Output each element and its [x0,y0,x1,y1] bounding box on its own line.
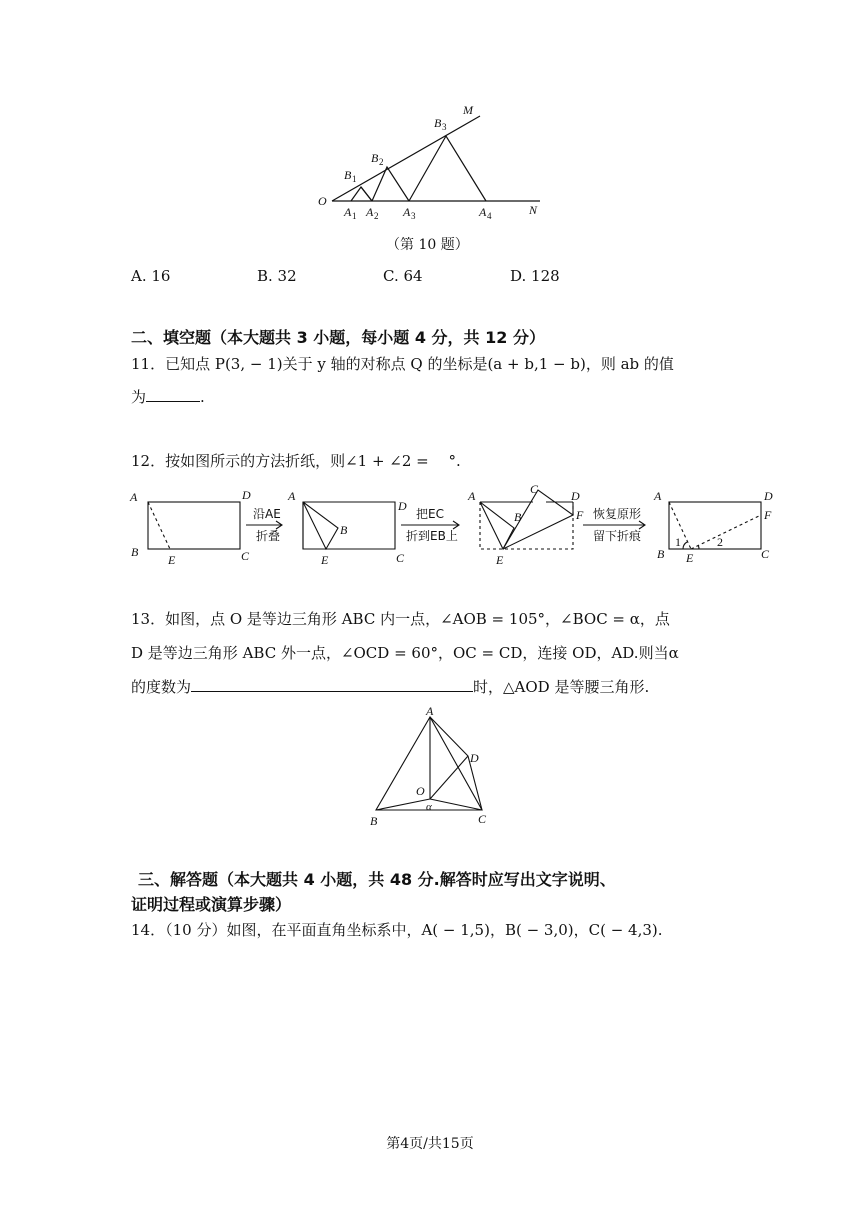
p1-label-D: D [242,488,251,502]
label-O: O [318,194,327,208]
option-a: A. 16 [131,267,171,285]
section-heading-fill-in: 二、填空题（本大题共 3 小题，每小题 4 分，共 12 分） [131,328,545,347]
ray-OM [332,116,480,201]
panel4-crease-2 [691,515,761,549]
panel4-rectangle [669,502,761,549]
section-heading-answer-line2: 证明过程或演算步骤） [131,895,292,914]
question-13-line2: D 是等边三角形 ABC 外一点，∠OCD = 60°，OC = CD，连接 OD，AD.则当α [131,644,679,662]
label-A2-sub: 2 [374,211,379,221]
p4-label-E: E [686,551,694,565]
arrow3-top-text: 恢复原形 [593,507,642,521]
p2-label-B: B [340,523,348,537]
label-O: O [416,784,425,798]
question-11-line1: 11．已知点 P(3, − 1)关于 y 轴的对称点 Q 的坐标是(a + b,1 − b)，则 ab 的值 [131,355,674,373]
p3-label-D: D [571,489,580,503]
p1-label-E: E [168,553,176,567]
label-B1: B [344,168,352,182]
label-D: D [470,751,479,765]
label-A3: A [403,205,411,219]
p1-label-C: C [241,549,250,563]
label-B2-sub: 2 [379,157,384,167]
label-C: C [478,812,487,826]
p4-label-A: A [654,489,662,503]
page-footer: 第4页/共15页 [386,1136,474,1152]
segment-OD [430,756,468,799]
question-12-text: 12．按如图所示的方法折纸，则∠1 + ∠2 = °. [131,452,461,470]
p3-label-B: B [514,510,522,524]
p3-label-A: A [468,489,476,503]
question-11-line2 [131,386,205,407]
p2-label-C: C [396,551,405,565]
label-B2: B [371,151,379,165]
p2-label-D: D [398,499,407,513]
p3-label-E: E [496,553,504,567]
arrow1-bottom-text: 折叠 [256,529,281,543]
arrow1-top-text: 沿AE [253,507,281,521]
triangle-ABC [376,717,482,810]
triangle-3 [409,136,486,201]
label-B3-sub: 3 [442,122,447,132]
triangle-1 [351,187,372,201]
label-A1: A [344,205,352,219]
p2-label-A: A [288,489,296,503]
label-N: N [529,203,538,217]
label-B3: B [434,116,442,130]
segment-OC [430,799,482,810]
q13-prefix: 的度数为 [131,678,192,696]
q11-suffix: . [200,388,205,406]
q13-suffix: 时，△AOD 是等腰三角形. [473,678,650,696]
option-b: B. 32 [257,267,297,285]
p3-label-C: C [530,484,539,496]
p1-label-A: A [130,490,138,504]
figure-q13 [360,704,510,834]
figure-q10 [310,100,560,225]
option-c: C. 64 [383,267,423,285]
label-A1-sub: 1 [352,211,357,221]
p4-angle-1: 1 [675,535,681,549]
arrow3-bottom-text: 留下折痕 [593,529,642,543]
question-13-line3 [131,676,649,697]
question-13-line1: 13．如图，点 O 是等边三角形 ABC 内一点，∠AOB = 105°，∠BOC = α，点 [131,610,670,628]
panel2-shape [303,502,395,549]
panel1-rectangle [148,502,240,549]
answer-blank-q11[interactable] [146,386,200,402]
label-A3-sub: 3 [411,211,416,221]
arrow2-top-text: 把EC [416,507,444,521]
p4-label-C: C [761,547,770,561]
segment-BO [376,799,430,810]
p4-angle-2: 2 [717,535,723,549]
p4-label-F: F [764,508,772,522]
figure-q12-folding [128,484,778,572]
label-B1-sub: 1 [352,174,357,184]
label-B: B [370,814,378,828]
p3-label-F: F [576,508,584,522]
figure-caption-q10: （第 10 题） [386,237,469,253]
panel1-crease [148,502,170,549]
q11-prefix: 为 [131,388,147,406]
label-A4-sub: 4 [487,211,492,221]
label-A2: A [366,205,374,219]
label-M: M [463,103,473,117]
label-A: A [426,704,434,718]
label-alpha: α [426,801,432,813]
p4-label-B: B [657,547,665,561]
panel2-fold [303,502,338,549]
p4-label-D: D [764,489,773,503]
answer-blank-q13[interactable] [191,676,473,692]
arrow2-bottom-text: 折到EB上 [406,529,458,543]
triangle-2 [372,167,409,201]
option-d: D. 128 [510,267,560,285]
section-heading-answer-line1: 三、解答题（本大题共 4 小题，共 48 分.解答时应写出文字说明、 [138,870,616,889]
panel3-fold-left [480,502,514,549]
p2-label-E: E [321,553,329,567]
question-14-text: 14．（10 分）如图，在平面直角坐标系中，A( − 1,5)，B( − 3,0)，C( − 4,3). [131,921,663,939]
p1-label-B: B [131,545,139,559]
label-A4: A [479,205,487,219]
